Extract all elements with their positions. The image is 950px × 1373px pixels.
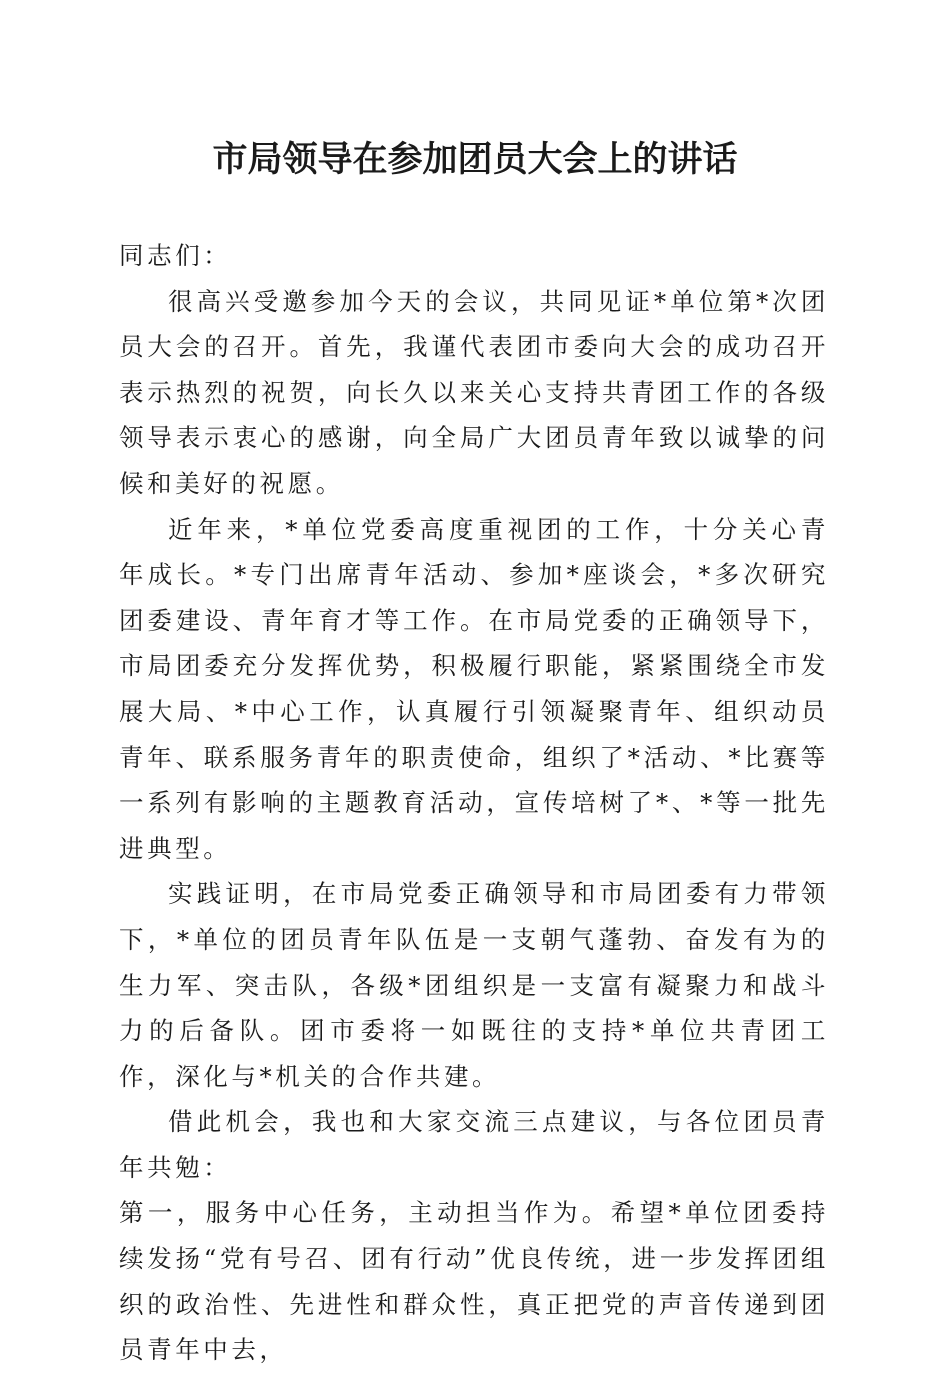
paragraph-4: 借此机会，我也和大家交流三点建议，与各位团员青年共勉：	[119, 1107, 829, 1182]
paragraph-3: 实践证明，在市局党委正确领导和市局团委有力带领下，*单位的团员青年队伍是一支朝气蓬勃、奋发有为的生力军、突击队，各级*团组织是一支富有凝聚力和战斗力的后备队。团市委将一如既往的支持*单位共青团工作，深化与*机关的合作共建。	[119, 879, 829, 1091]
document-body	[119, 233, 829, 1373]
document-title: 市局领导在参加团员大会上的讲话	[212, 139, 738, 180]
paragraph-2: 近年来，*单位党委高度重视团的工作，十分关心青年成长。*专门出席青年活动、参加*座谈会，*多次研究团委建设、青年育才等工作。在市局党委的正确领导下，市局团委充分发挥优势，积极履行职能，紧紧围绕全市发展大局、*中心工作，认真履行引领凝聚青年、组织动员青年、联系服务青年的职责使命，组织了*活动、*比赛等一系列有影响的主题教育活动，宣传培树了*、*等一批先进典型。	[119, 514, 829, 863]
paragraph-5: 第一，服务中心任务，主动担当作为。希望*单位团委持续发扬“党有号召、团有行动”优良传统，进一步发挥团组织的政治性、先进性和群众性，真正把党的声音传递到团员青年中去，	[119, 1198, 829, 1365]
paragraph-1: 很高兴受邀参加今天的会议，共同见证*单位第*次团员大会的召开。首先，我谨代表团市委向大会的成功召开表示热烈的祝贺，向长久以来关心支持共青团工作的各级领导表示衷心的感谢，向全局广大团员青年致以诚挚的问候和美好的祝愿。	[119, 286, 829, 498]
salutation: 同志们：	[119, 241, 232, 270]
